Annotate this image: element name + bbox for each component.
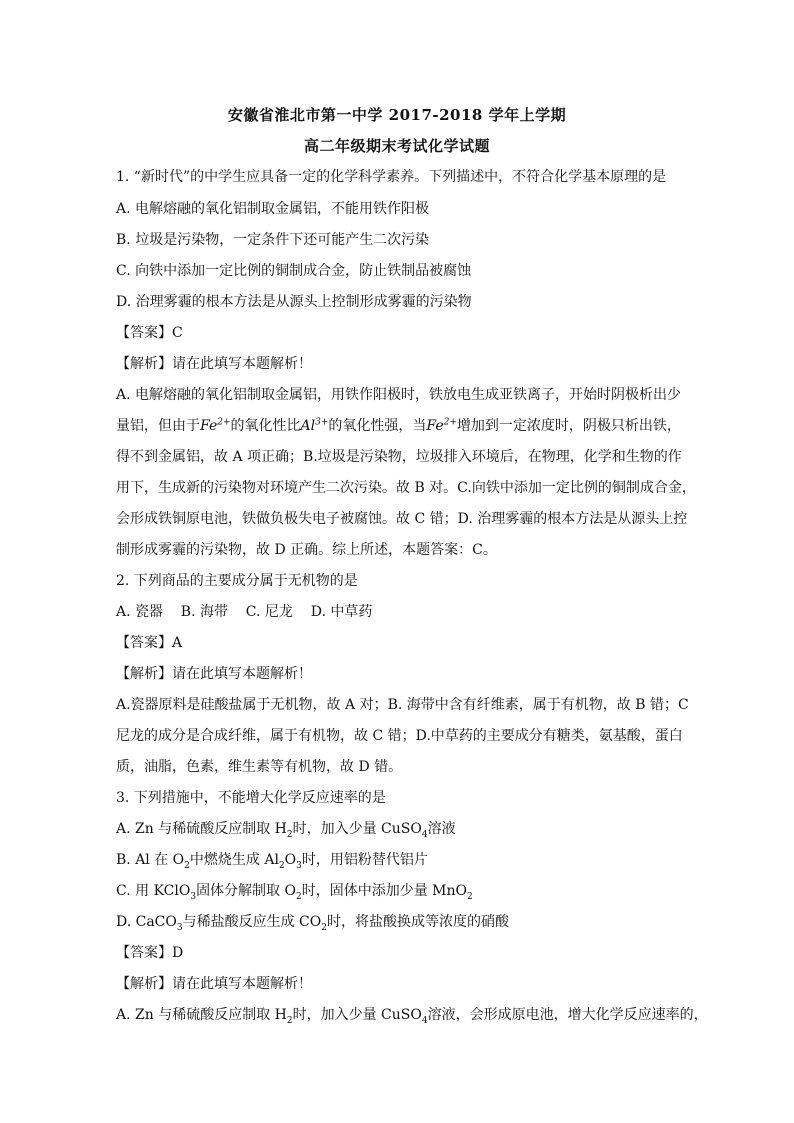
q3-option-a: A. Zn 与稀硫酸反应制取 $H_2$时，加入少量 CuSO$_4$溶液 [116, 821, 456, 840]
q1-explanation-line: 得不到金属铝，故 A 项正确；B.垃圾是污染物，垃圾排入环境后，在物理，化学和生物的作 [116, 449, 682, 465]
q1-option-a: A. 电解熔融的氧化铝制取金属铝，不能用铁作阳极 [116, 201, 430, 217]
text-segment: 增加到一定浓度时，阴极只析出铁， [456, 418, 681, 434]
document-title: 安徽省淮北市第一中学 2017-2018 学年上学期 [227, 106, 567, 124]
q1-explanation-line [116, 415, 681, 435]
q2-options: A. 瓷器 B. 海带 C. 尼龙 D. 中草药 [116, 604, 373, 620]
q1-explanation-line: 制形成雾霾的污染物，故 D 正确。综上所述，本题答案：C。 [116, 542, 497, 558]
q1-stem: 1. “新时代”的中学生应具备一定的化学科学素养。下列描述中，不符合化学基本原理的是 [116, 169, 667, 185]
q2-stem: 2. 下列商品的主要成分属于无机物的是 [116, 573, 358, 589]
q3-option-d: D. CaCO$_3$与稀盐酸反应生成 $CO_2$时，将盐酸换成等浓度的硝酸 [116, 914, 509, 933]
q3-explanation-line: A. Zn 与稀硫酸反应制取 $H_2$时，加入少量 CuSO$_4$溶液，会形成原电池，增大化学反应速率的， [116, 1007, 708, 1026]
q2-answer: 【答案】A [116, 635, 183, 651]
text-segment: 的氧化性强，当 [328, 418, 427, 434]
q3-option-b: B. Al 在 $O_2$中燃烧生成 $Al_2O_3$时，用铝粉替代铝片 [116, 852, 428, 871]
q1-explanation-line: 用下，生成新的污染物对环境产生二次污染。故 B 对。C.向铁中添加一定比例的铜制成合金， [116, 480, 696, 496]
q1-analysis-label: 【解析】请在此填写本题解析！ [116, 356, 312, 372]
q3-answer: 【答案】D [116, 945, 184, 961]
text-segment: 量铝，但由于 [116, 418, 200, 434]
q3-analysis-label: 【解析】请在此填写本题解析！ [116, 976, 312, 992]
q1-option-b: B. 垃圾是污染物，一定条件下还可能产生二次污染 [116, 232, 430, 248]
q3-stem: 3. 下列措施中，不能增大化学反应速率的是 [116, 790, 386, 806]
q2-explanation-line: 尼龙的成分是合成纤维，属于有机物，故 C 错；D.中草药的主要成分有糖类，氨基酸，蛋白 [116, 728, 683, 744]
text-segment: 的氧化性比 [230, 418, 301, 434]
q1-explanation-line: A. 电解熔融的氧化铝制取金属铝，用铁作阳极时，铁放电生成亚铁离子，开始时阴极析出少 [116, 387, 682, 403]
q3-option-c: C. 用 KClO$_3$固体分解制取 $O_2$时，固体中添加少量 MnO$_2$ [116, 883, 473, 902]
q2-analysis-label: 【解析】请在此填写本题解析！ [116, 666, 312, 682]
q1-answer: 【答案】C [116, 325, 183, 341]
q1-option-c: C. 向铁中添加一定比例的铜制成合金，防止铁制品被腐蚀 [116, 263, 472, 279]
fe-ion-formula: $Fe^{2+}$ [200, 417, 231, 434]
fe-ion-formula: $Fe^{2+}$ [426, 417, 457, 434]
q2-explanation-line: 质，油脂，色素，维生素等有机物，故 D 错。 [116, 759, 403, 775]
q1-option-d: D. 治理雾霾的根本方法是从源头上控制形成雾霾的污染物 [116, 294, 472, 310]
q2-explanation-line: A.瓷器原料是硅酸盐属于无机物，故 A 对；B. 海带中含有纤维素，属于有机物，故 B 错；C [116, 697, 689, 713]
document-subtitle: 高二年级期末考试化学试题 [303, 137, 490, 155]
q1-explanation-line: 会形成铁铜原电池，铁做负极失电子被腐蚀。故 C 错；D. 治理雾霾的根本方法是从源头上控 [116, 511, 688, 527]
al-ion-formula: $Al^{3+}$ [300, 417, 329, 434]
